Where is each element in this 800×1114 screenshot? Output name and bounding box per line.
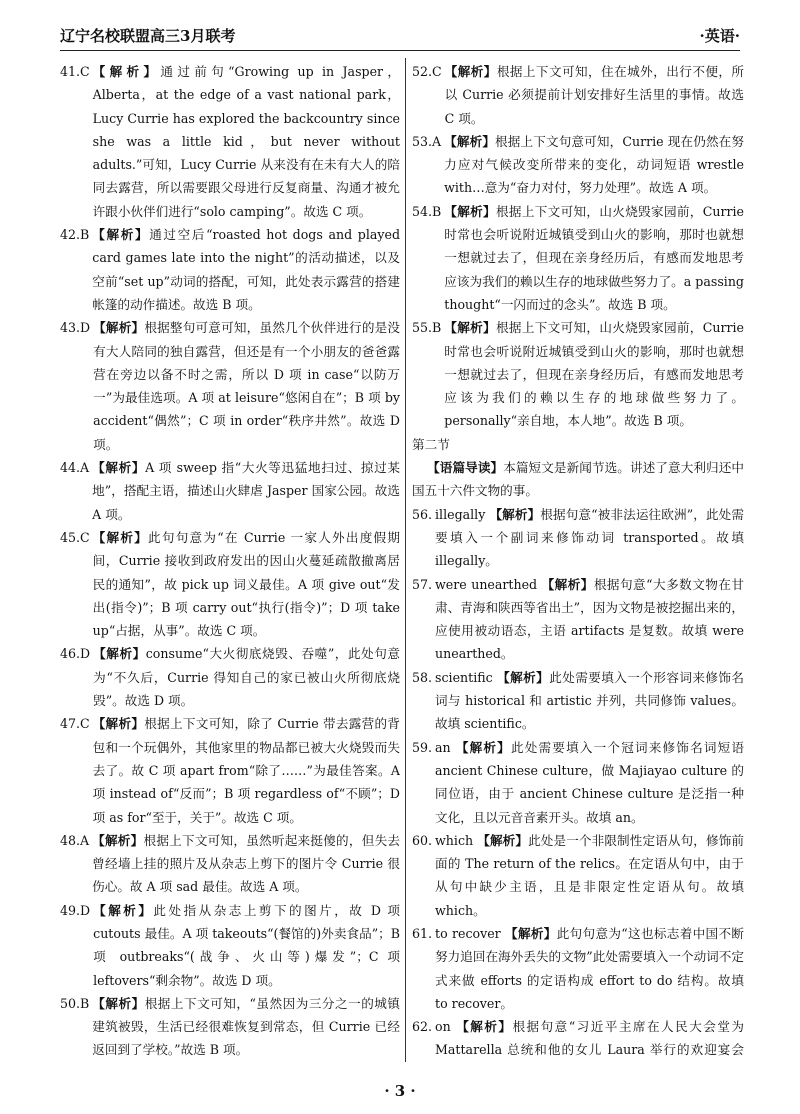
answer-item [412, 573, 744, 666]
passage-guide [412, 456, 744, 503]
answer-item [60, 1062, 400, 1066]
answer-item [412, 130, 744, 200]
analysis-text: 根据上下文可知，住在城外，出行不便，所以 Currie 必须提前计划安排好生活里的事情。故选 C 项。 [444, 64, 744, 126]
analysis-tag: 【解析】 [93, 646, 146, 662]
answer-body [90, 899, 400, 992]
question-number: 59. [412, 739, 433, 755]
analysis-tag: 【解析】 [93, 320, 145, 336]
answer-item [60, 456, 400, 526]
answer-item [60, 316, 400, 456]
answer-item [412, 60, 744, 130]
question-number: 45.C [60, 529, 90, 545]
answer-item [412, 503, 744, 573]
analysis-text: 此处需要填入一个冠词来修饰名词短语 ancient Chinese culture，做 Majiayao culture 的同位语，由于 ancient Chinese culture 是泛指一种文化，且以元音音素开头。故填 an。 [435, 739, 744, 825]
analysis-text: consume“大火彻底烧毁、吞噬”，此处句意为“不久后，Currie 得知自己的家已被山火所彻底烧毁”。故选 D 项。 [93, 646, 400, 709]
analysis-text: 根据上下文句意可知，Currie 现在仍然在努力应对气候改变所带来的变化，动词短语 wrestle with…意为“奋力对付，努力处理”。故选 A 项。 [444, 133, 744, 196]
answer-value: to recover [435, 925, 501, 941]
analysis-tag: 【解析】 [541, 576, 594, 592]
answer-item [60, 829, 400, 899]
analysis-tag: 【解析】 [92, 832, 144, 848]
answer-item [412, 736, 744, 829]
question-number: 58. [412, 669, 433, 685]
guide-text: 本篇短文是新闻节选。讲述了意大利归还中国五十六件文物的事。 [412, 460, 744, 499]
question-number: 49.D [60, 902, 91, 918]
analysis-text: 通过空后“roasted hot dogs and played card games late into the night”的活动描述，以及空前“set up”动词的搭配，可知，此处表示露营的搭建帐篷的动作描述。故选 B 项。 [92, 227, 400, 312]
question-number: 54.B [412, 203, 442, 219]
answer-list-part1 [412, 60, 744, 433]
guide-tag: 【语篇导读】 [427, 460, 504, 476]
answer-item [412, 922, 744, 1015]
analysis-text: 此句句意为“在 Currie 一家人外出度假期间，Currie 接收到政府发出的因山火蔓延疏散撤离居民的通知”，故 pick up 词义最佳。A 项 give out“发出(指令)”；B 项 carry out“执行(指令)”；D 项 take up“占据，从事”。故选 C 项。 [92, 529, 400, 639]
answer-body [90, 316, 400, 456]
analysis-text: 此处指从杂志上剪下的图片，故 D 项 cutouts 最佳。A 项 takeouts“(餐馆的)外卖食品”；B 项 outbreaks“(战争、火山等)爆发”；C 项 leftovers“剩余物”。故选 D 项。 [93, 902, 400, 988]
question-number: 48.A [60, 832, 90, 848]
answer-item [60, 712, 400, 828]
answer-item [412, 316, 744, 432]
analysis-text: 此处需要填入一个形容词来修饰名词与 historical 和 artistic 并列，共同修饰 values。故填 scientific。 [435, 669, 744, 732]
analysis-text: 此句句意为“这也标志着中国不断努力追回在海外丢失的文物”此处需要填入一个动词不定式来做 efforts 的定语构成 effort to do 结构。故填 to recover。 [435, 925, 744, 1011]
question-number: 52.C [412, 64, 442, 79]
answer-body [90, 642, 400, 712]
analysis-tag: 【解析】 [505, 925, 557, 941]
answer-value: an [435, 739, 451, 755]
question-number: 55.B [412, 320, 442, 336]
analysis-text: 根据上下文可知，“虽然因为三分之一的城镇建筑被毁，生活已经很难恢复到常态，但 Currie 已经返回到了学校。”故选 B 项。 [92, 995, 400, 1058]
right-column [412, 60, 744, 1066]
answer-body [432, 736, 744, 829]
analysis-tag: 【解析】 [92, 460, 146, 476]
exam-title: 辽宁名校联盟高三3月联考 [60, 26, 236, 45]
answer-body [432, 829, 744, 922]
answer-body [441, 130, 744, 200]
question-number: 44.A [60, 460, 90, 476]
analysis-tag: 【解析】 [93, 902, 154, 918]
answer-item [60, 992, 400, 1062]
subject-label: ·英语· [699, 26, 740, 45]
answer-body [441, 316, 744, 432]
analysis-tag: 【解析】 [92, 64, 161, 79]
column-divider [405, 58, 406, 1062]
page-number: · 3 · [384, 1082, 416, 1100]
answer-item [60, 642, 400, 712]
question-number: 60. [412, 832, 433, 848]
analysis-tag: 【解析】 [92, 995, 145, 1011]
analysis-tag: 【解析】 [477, 832, 529, 848]
answer-body [89, 992, 400, 1062]
analysis-tag: 【解析】 [489, 506, 541, 522]
answer-item [60, 526, 400, 642]
answer-body [432, 922, 744, 1015]
answer-value: illegally [435, 506, 486, 522]
answer-value: scientific [435, 669, 493, 685]
section-title: 第二节 [412, 436, 450, 452]
answer-body [90, 60, 400, 223]
answer-item [412, 829, 744, 922]
answer-item [60, 60, 400, 223]
analysis-tag: 【解析】 [92, 529, 149, 545]
analysis-text: 通过前句“Growing up in Jasper，Alberta，at the edge of a vast national park，Lucy Currie has explored the backcountry since she was a little kid，but never without adults.”可知，Lucy Currie 从来没有在未有大人的陪同去露营，所以需要跟父母进行反复商量、沟通才被允许跟小伙伴们进行“solo camping”。故选 C 项。 [92, 64, 400, 219]
answer-body [89, 456, 400, 526]
question-number: 56. [412, 506, 433, 522]
answer-body [441, 200, 744, 316]
question-number: 62. [412, 1019, 433, 1035]
question-number: 43.D [60, 320, 91, 336]
question-number: 50.B [60, 995, 90, 1011]
answer-value: on [435, 1019, 451, 1035]
left-column [60, 60, 400, 1066]
answer-item [412, 1015, 744, 1066]
analysis-text: 根据上下文可知，山火烧毁家园前，Currie 时常也会听说附近城镇受到山火的影响，那时也就想一想就过去了，但现在亲身经历后，有感而发地思考应该为我们的赖以生存的地球做些努力了。personally“亲自地，本人地”。故选 B 项。 [444, 320, 744, 429]
page-header [60, 20, 740, 51]
analysis-tag: 【解析】 [444, 203, 496, 219]
answer-value: which [435, 832, 474, 848]
analysis-tag: 【解析】 [455, 739, 511, 755]
question-number: 42.B [60, 227, 90, 243]
analysis-text: A 项 sweep 指“大火等迅猛地扫过、掠过某地”，搭配主语，描述山火肆虐 Jasper 国家公园。故选 A 项。 [92, 460, 400, 522]
answer-body [90, 526, 400, 642]
analysis-text: 根据整句可意可知，虽然几个伙伴进行的是没有大人陪同的独自露营，但还是有一个小朋友的爸爸露营在旁边以备不时之需，所以 D 项 in case“以防万一”为最佳选项。A 项 at leisure“悠闲自在”；B 项 by accident“偶然”；C 项 in order“秩序井然”。故选 D 项。 [93, 320, 400, 452]
answer-body [442, 60, 744, 130]
analysis-text: 根据句意“被非法运往欧洲”，此处需要填入一个副词来修饰动词 transported。故填 illegally。 [435, 506, 744, 569]
answer-body [432, 573, 744, 666]
question-number: 57. [412, 576, 433, 592]
question-number: 47.C [60, 716, 90, 732]
analysis-text: 根据上下文可知，虽然听起来挺傻的，但失去曾经墙上挂的照片及从杂志上剪下的图片令 Currie 很伤心。故 A 项 sad 最佳。故选 A 项。 [92, 832, 400, 895]
question-number: 41.C [60, 64, 90, 79]
analysis-tag: 【解析】 [444, 133, 496, 149]
analysis-text: 根据上下文可知，除了 Currie 带去露营的背包和一个玩偶外，其他家里的物品都已被大火烧毁而失去了。故 C 项 apart from“除了……”为最佳答案。A 项 instead of“反而”；B 项 regardless of“不顾”；D 项 as for“至于，关于”。故选 C 项。 [92, 716, 400, 825]
answer-body [432, 666, 744, 736]
analysis-tag: 【解析】 [92, 716, 145, 732]
answer-item [412, 666, 744, 736]
analysis-tag: 【解析】 [444, 64, 497, 79]
question-number: 61. [412, 925, 433, 941]
answer-body [90, 712, 400, 828]
answer-body [432, 503, 744, 573]
answer-item [60, 899, 400, 992]
analysis-text: 根据句意“大多数文物在甘肃、青海和陕西等省出土”，因为文物是被挖掘出来的，应使用被动语态，主语 artifacts 是复数。故填 were unearthed。 [435, 576, 744, 662]
analysis-tag: 【解析】 [497, 669, 550, 685]
analysis-tag: 【解析】 [92, 227, 150, 243]
question-number: 53.A [412, 133, 442, 149]
answer-item [412, 200, 744, 316]
question-number [60, 1062, 89, 1066]
analysis-tag: 【解析】 [456, 1019, 513, 1035]
answer-list-part2 [412, 503, 744, 1066]
analysis-text: 根据句意“习近平主席在人民大会堂为 Mattarella 总统和他的女儿 Laura 举行的欢迎宴会 [435, 1019, 744, 1058]
question-number: 46.D [60, 646, 91, 662]
answer-value: were unearthed [435, 576, 538, 592]
analysis-tag: 【解析】 [444, 320, 496, 336]
answer-body [89, 223, 400, 316]
answer-body [89, 829, 400, 899]
analysis-text: 此处是一个非限制性定语从句，修饰前面的 The return of the relics。在定语从句中，由于从句中缺少主语，且是非限定性定语从句。故填 which。 [435, 832, 744, 918]
answer-item [60, 223, 400, 316]
answer-body [432, 1015, 744, 1066]
answer-body [89, 1062, 400, 1066]
analysis-text: 根据上下文可知，山火烧毁家园前，Currie 时常也会听说附近城镇受到山火的影响，那时也就想一想就过去了，但现在亲身经历后，有感而发地思考应该为我们的赖以生存的地球做些努力了。a passing thought“一闪而过的念头”。故选 B 项。 [444, 203, 744, 312]
